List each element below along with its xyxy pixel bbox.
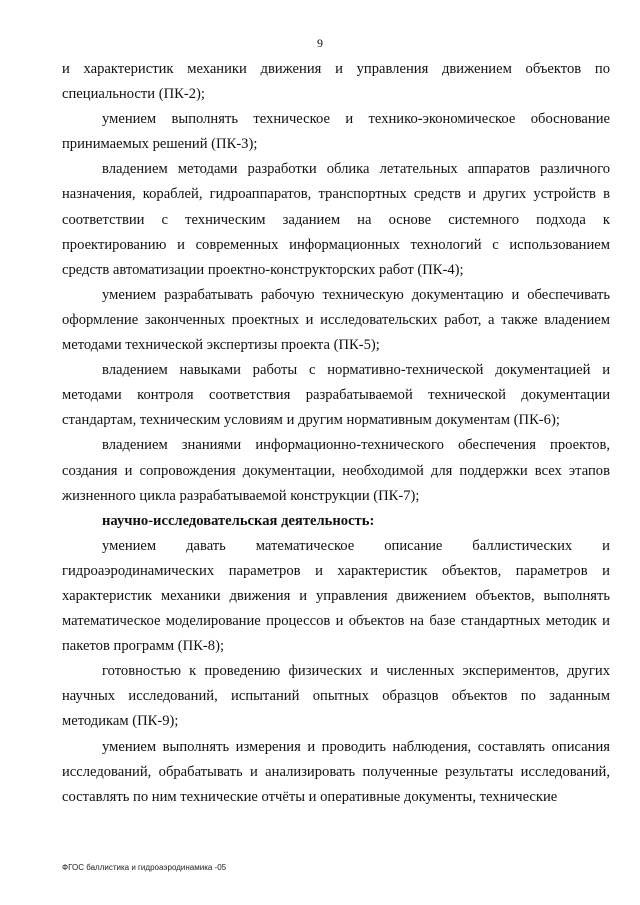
paragraph: владением навыками работы с нормативно-технической документацией и методами контроля соответствия разрабатываемой технической документации стандартам, техническим условиям и другим нормативным документам (ПК-6);: [62, 362, 610, 429]
page-number: 9: [317, 36, 323, 50]
paragraph: и характеристик механики движения и управления движением объектов по специальности (ПК-2);: [62, 61, 610, 103]
paragraph: умением выполнять измерения и проводить наблюдения, составлять описания исследований, обрабатывать и анализировать полученные результаты исследований, составлять по ним технические отчёты и оперативные документы, технические: [62, 738, 610, 805]
document-body: [62, 57, 610, 810]
paragraph: умением разрабатывать рабочую техническую документацию и обеспечивать оформление законченных проектных и исследовательских работ, а также владением методами технической экспертизы проекта (ПК-5);: [62, 286, 610, 354]
paragraph: умением выполнять техническое и технико-экономическое обоснование принимаемых решений (ПК-3);: [62, 111, 610, 153]
page-footer: ФГОС баллистика и гидроаэродинамика -05: [62, 863, 227, 872]
paragraph: владением знаниями информационно-технического обеспечения проектов, создания и сопровождения документации, необходимой для поддержки всех этапов жизненного цикла разрабатываемой конструкции (ПК-7);: [62, 437, 610, 504]
paragraph: владением методами разработки облика летательных аппаратов различного назначения, кораблей, гидроаппаратов, транспортных средств и других устройств в соответствии с техническим заданием на основе системного подхода к проектированию и современных информационных технологий с использованием средств автоматизации проектно-конструкторских работ (ПК-4);: [62, 161, 610, 278]
paragraph: готовностью к проведению физических и численных экспериментов, других научных исследований, испытаний опытных образцов объектов по заданным методикам (ПК-9);: [62, 663, 610, 730]
section-heading: научно-исследовательская деятельность:: [102, 512, 375, 529]
paragraph: умением давать математическое описание баллистических и гидроаэродинамических параметров и характеристик объектов, параметров и характеристик механики движения и управления движением объектов, выполнять математическое моделирование процессов и объектов на базе стандартных методик и пакетов программ (ПК-8);: [62, 537, 610, 655]
